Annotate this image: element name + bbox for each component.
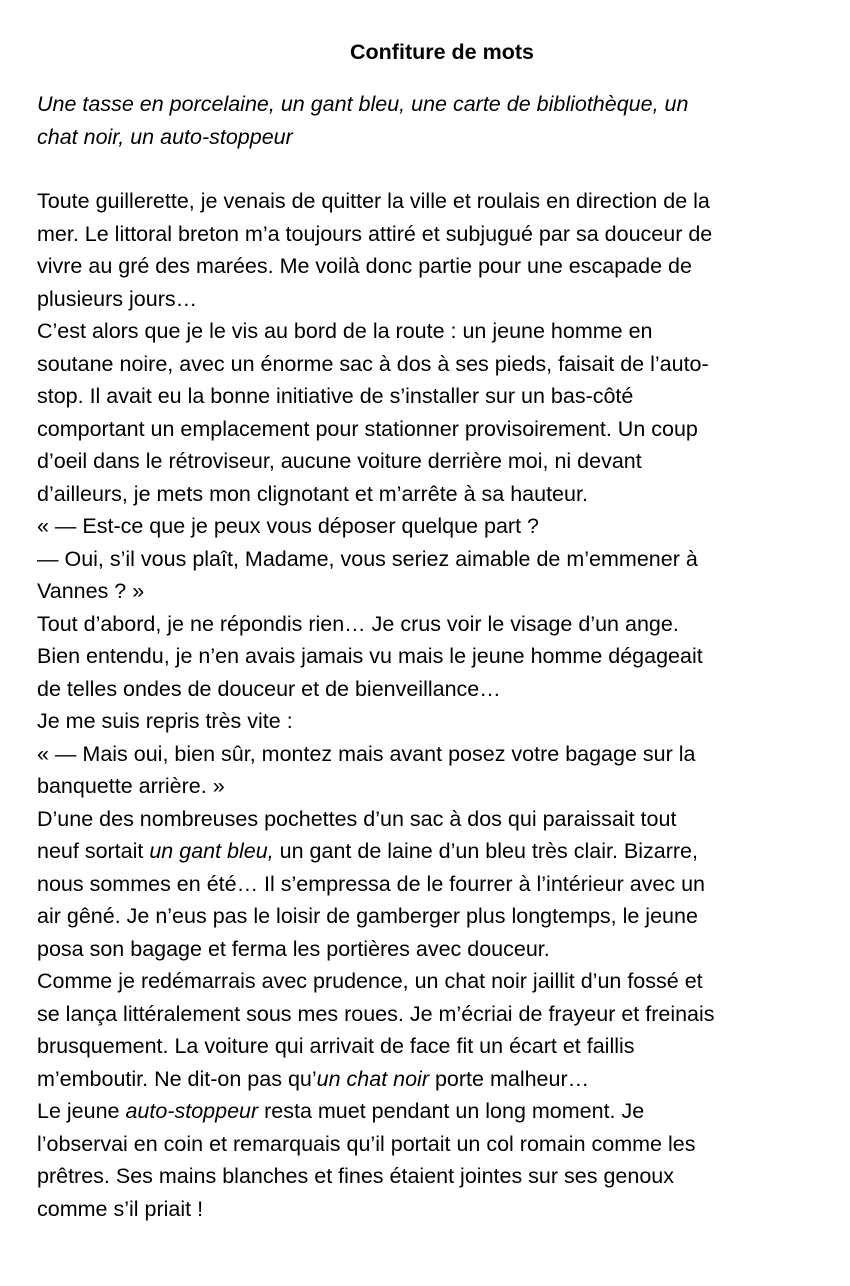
page-title: Confiture de mots [350,40,534,64]
text-line: mer. Le littoral breton m’a toujours attiré et subjugué par sa douceur de [37,221,713,246]
text-run: un gant de laine d’un bleu très clair. Bizarre, [273,839,698,863]
document-page [37,36,827,1225]
text-line: Bien entendu, je n’en avais jamais vu mais le jeune homme dégageait [37,644,703,668]
text-line: prêtres. Ses mains blanches et fines étaient jointes sur ses genoux [37,1164,674,1188]
text-line: « — Mais oui, bien sûr, montez mais avant posez votre bagage sur la [37,741,696,766]
text-line: comme s’il priait ! [37,1196,204,1221]
text-run: neuf sortait [37,839,150,863]
text-line: nous sommes en été… Il s’empressa de le fourrer à l’intérieur avec un [37,871,706,896]
text-line: Comme je redémarrais avec prudence, un chat noir jaillit d’un fossé et [37,969,703,993]
text-line: posa son bagage et ferma les portières avec douceur. [37,936,550,961]
italic-text: un chat noir [316,1066,429,1091]
text-line: brusquement. La voiture qui arrivait de face fit un écart et faillis [37,1034,635,1058]
text-line: d’ailleurs, je mets mon clignotant et m’arrête à sa hauteur. [37,481,588,506]
text-line: Tout d’abord, je ne répondis rien… Je crus voir le visage d’un ange. [37,611,679,636]
italic-text: auto-stoppeur [125,1099,259,1123]
text-line: vivre au gré des marées. Me voilà donc partie pour une escapade de [37,254,692,278]
text-line: soutane noire, avec un énorme sac à dos à ses pieds, faisait de l’auto- [37,351,709,376]
subtitle [37,88,827,153]
subtitle-line: chat noir, un auto-stoppeur [37,124,293,149]
text-run: Le jeune [37,1099,126,1123]
text-line: « — Est-ce que je peux vous déposer quelque part ? [37,514,539,538]
text-line: de telles ondes de douceur et de bienveillance… [37,676,501,701]
text-line: d’oeil dans le rétroviseur, aucune voiture derrière moi, ni devant [37,449,642,473]
text-line: plusieurs jours… [37,286,198,311]
text-line: comportant un emplacement pour stationner provisoirement. Un coup [37,416,698,441]
text-line: se lança littéralement sous mes roues. Je m’écriai de frayeur et freinais [37,1001,715,1026]
story-text [37,185,827,1225]
text-line: Vannes ? » [37,579,145,603]
text-line: Toute guillerette, je venais de quitter la ville et roulais en direction de la [37,189,710,213]
italic-text: un gant bleu, [149,839,274,863]
text-line: D’une des nombreuses pochettes d’un sac à dos qui paraissait tout [37,806,677,831]
text-line: C’est alors que je le vis au bord de la route : un jeune homme en [37,319,653,343]
text-line: l’observai en coin et remarquais qu’il portait un col romain comme les [37,1131,696,1156]
text-line [37,835,827,868]
text-line [37,1095,827,1128]
text-line: stop. Il avait eu la bonne initiative de s’installer sur un bas-côté [37,384,634,408]
text-line: — Oui, s’il vous plaît, Madame, vous seriez aimable de m’emmener à [37,546,698,571]
text-run: resta muet pendant un long moment. Je [258,1099,645,1123]
text-line: banquette arrière. » [37,774,225,798]
text-line: Je me suis repris très vite : [37,709,293,733]
text-run: m’emboutir. Ne dit-on pas qu’ [37,1066,317,1091]
text-line [37,1063,827,1096]
text-run: porte malheur… [429,1066,590,1091]
subtitle-line: Une tasse en porcelaine, un gant bleu, une carte de bibliothèque, un [37,92,689,116]
text-line: air gêné. Je n’eus pas le loisir de gamberger plus longtemps, le jeune [37,904,698,928]
